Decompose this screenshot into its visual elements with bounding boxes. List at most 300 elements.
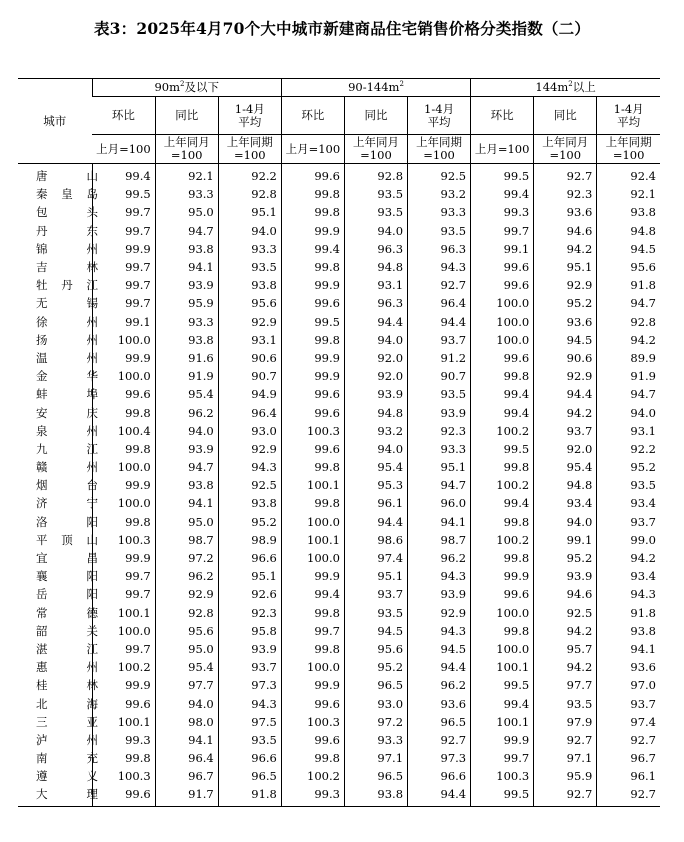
city-name: 温州 — [36, 350, 98, 365]
value-cell: 93.8 — [155, 331, 218, 349]
city-name: 襄阳 — [36, 569, 98, 584]
value-cell: 99.7 — [92, 258, 155, 276]
table-row — [18, 222, 660, 240]
table-row — [18, 604, 660, 622]
value-cell: 93.4 — [534, 494, 597, 512]
value-cell: 99.9 — [281, 349, 344, 367]
table-row — [18, 658, 660, 676]
value-cell: 94.3 — [408, 622, 471, 640]
value-cell: 93.9 — [155, 276, 218, 294]
value-cell: 96.3 — [408, 240, 471, 258]
city-name: 北海 — [36, 696, 98, 711]
city-name: 洛阳 — [36, 514, 98, 529]
value-cell: 96.5 — [344, 767, 407, 785]
base-header: 上年同期 =100 — [218, 135, 281, 164]
city-name-cell — [18, 440, 98, 458]
value-cell: 96.7 — [597, 749, 660, 767]
value-cell: 93.8 — [155, 476, 218, 494]
table-row — [18, 531, 660, 549]
value-cell: 99.4 — [471, 385, 534, 403]
value-cell: 99.6 — [281, 731, 344, 749]
value-cell: 97.9 — [534, 713, 597, 731]
value-cell: 92.5 — [534, 604, 597, 622]
value-cell: 95.8 — [218, 622, 281, 640]
city-name-cell — [18, 385, 98, 403]
value-cell: 96.5 — [408, 713, 471, 731]
table-row — [18, 476, 660, 494]
value-cell: 93.9 — [408, 403, 471, 421]
metric-header: 环比 — [471, 97, 534, 135]
value-cell: 94.0 — [155, 694, 218, 712]
city-name-cell — [18, 658, 98, 676]
city-name-cell — [18, 531, 98, 549]
value-cell: 99.6 — [281, 694, 344, 712]
base-header: 上年同月 =100 — [534, 135, 597, 164]
value-cell: 99.8 — [471, 458, 534, 476]
value-cell: 99.8 — [281, 458, 344, 476]
city-name-cell — [18, 640, 98, 658]
value-cell: 95.1 — [218, 203, 281, 221]
value-cell: 94.3 — [597, 585, 660, 603]
value-cell: 94.3 — [408, 567, 471, 585]
value-cell: 99.5 — [471, 785, 534, 806]
value-cell: 100.0 — [92, 367, 155, 385]
value-cell: 95.0 — [155, 513, 218, 531]
value-cell: 100.4 — [92, 422, 155, 440]
table-row — [18, 331, 660, 349]
metric-header: 同比 — [344, 97, 407, 135]
value-cell: 93.8 — [597, 203, 660, 221]
value-cell: 95.2 — [534, 294, 597, 312]
city-name: 锦州 — [36, 241, 98, 256]
base-header-row — [18, 135, 660, 164]
value-cell: 93.0 — [218, 422, 281, 440]
city-name-cell — [18, 731, 98, 749]
city-name: 桂林 — [36, 678, 98, 693]
value-cell: 95.2 — [218, 513, 281, 531]
value-cell: 91.9 — [597, 367, 660, 385]
value-cell: 99.8 — [471, 513, 534, 531]
value-cell: 91.8 — [597, 604, 660, 622]
value-cell: 93.5 — [344, 604, 407, 622]
value-cell: 94.3 — [218, 694, 281, 712]
value-cell: 95.4 — [155, 385, 218, 403]
value-cell: 95.1 — [534, 258, 597, 276]
city-name: 湛江 — [36, 641, 98, 656]
value-cell: 99.7 — [92, 276, 155, 294]
value-cell: 94.1 — [155, 731, 218, 749]
value-cell: 100.0 — [471, 331, 534, 349]
value-cell: 99.9 — [471, 731, 534, 749]
value-cell: 97.7 — [155, 676, 218, 694]
value-cell: 94.0 — [218, 222, 281, 240]
value-cell: 97.2 — [155, 549, 218, 567]
value-cell: 96.6 — [218, 749, 281, 767]
table-row — [18, 494, 660, 512]
table-row — [18, 731, 660, 749]
value-cell: 92.9 — [218, 313, 281, 331]
value-cell: 100.0 — [92, 458, 155, 476]
value-cell: 91.7 — [155, 785, 218, 806]
table-row — [18, 622, 660, 640]
value-cell: 96.5 — [218, 767, 281, 785]
value-cell: 97.3 — [218, 676, 281, 694]
value-cell: 92.0 — [534, 440, 597, 458]
city-name-cell — [18, 422, 98, 440]
city-name-cell — [18, 185, 98, 203]
value-cell: 100.0 — [92, 622, 155, 640]
value-cell: 94.6 — [534, 585, 597, 603]
value-cell: 99.6 — [92, 785, 155, 806]
value-cell: 92.2 — [218, 164, 281, 186]
table-row — [18, 713, 660, 731]
value-cell: 93.7 — [597, 694, 660, 712]
value-cell: 98.6 — [344, 531, 407, 549]
city-name: 秦皇岛 — [36, 187, 98, 202]
value-cell: 95.2 — [344, 658, 407, 676]
value-cell: 93.8 — [155, 240, 218, 258]
value-cell: 95.6 — [344, 640, 407, 658]
value-cell: 89.9 — [597, 349, 660, 367]
value-cell: 94.8 — [344, 403, 407, 421]
value-cell: 100.2 — [471, 476, 534, 494]
city-name-cell — [18, 494, 98, 512]
value-cell: 92.0 — [344, 367, 407, 385]
table-row — [18, 349, 660, 367]
value-cell: 100.3 — [281, 713, 344, 731]
value-cell: 94.0 — [597, 403, 660, 421]
group-header-large: $144m^2$以上 — [471, 79, 660, 97]
table-row — [18, 422, 660, 440]
city-name: 南充 — [36, 751, 98, 766]
value-cell: 92.1 — [597, 185, 660, 203]
city-column-header: 城市 — [18, 79, 92, 164]
group-header-row — [18, 79, 660, 97]
base-header: 上月=100 — [471, 135, 534, 164]
value-cell: 93.1 — [344, 276, 407, 294]
value-cell: 92.7 — [408, 731, 471, 749]
value-cell: 99.7 — [92, 294, 155, 312]
city-name-cell — [18, 767, 98, 785]
value-cell: 93.9 — [218, 640, 281, 658]
value-cell: 94.0 — [344, 331, 407, 349]
value-cell: 93.2 — [344, 422, 407, 440]
value-cell: 99.5 — [471, 676, 534, 694]
value-cell: 99.3 — [281, 785, 344, 806]
table-row — [18, 258, 660, 276]
value-cell: 94.5 — [408, 640, 471, 658]
city-name-cell — [18, 240, 98, 258]
value-cell: 99.7 — [92, 585, 155, 603]
metric-header: 1-4月 平均 — [408, 97, 471, 135]
value-cell: 93.6 — [534, 313, 597, 331]
value-cell: 93.8 — [218, 494, 281, 512]
city-name-cell — [18, 258, 98, 276]
value-cell: 100.0 — [281, 658, 344, 676]
city-name: 烟台 — [36, 478, 98, 493]
value-cell: 99.4 — [92, 164, 155, 186]
value-cell: 100.0 — [471, 604, 534, 622]
value-cell: 94.2 — [597, 331, 660, 349]
table-row — [18, 440, 660, 458]
value-cell: 96.3 — [344, 294, 407, 312]
city-name-cell — [18, 567, 98, 585]
value-cell: 92.7 — [534, 731, 597, 749]
value-cell: 100.0 — [92, 494, 155, 512]
value-cell: 99.9 — [92, 476, 155, 494]
value-cell: 93.8 — [218, 276, 281, 294]
value-cell: 99.8 — [281, 640, 344, 658]
metric-header: 1-4月 平均 — [218, 97, 281, 135]
value-cell: 92.9 — [218, 440, 281, 458]
value-cell: 96.5 — [344, 676, 407, 694]
city-name: 扬州 — [36, 332, 98, 347]
value-cell: 99.6 — [471, 585, 534, 603]
value-cell: 95.1 — [218, 567, 281, 585]
value-cell: 97.2 — [344, 713, 407, 731]
value-cell: 100.0 — [471, 313, 534, 331]
city-name-cell — [18, 604, 98, 622]
value-cell: 94.8 — [344, 258, 407, 276]
value-cell: 93.5 — [218, 258, 281, 276]
city-name: 岳阳 — [36, 587, 98, 602]
value-cell: 100.0 — [471, 294, 534, 312]
value-cell: 92.3 — [218, 604, 281, 622]
table-row — [18, 367, 660, 385]
value-cell: 92.7 — [534, 164, 597, 186]
value-cell: 95.2 — [597, 458, 660, 476]
value-cell: 94.1 — [155, 258, 218, 276]
value-cell: 92.5 — [408, 164, 471, 186]
value-cell: 97.7 — [534, 676, 597, 694]
value-cell: 96.2 — [408, 549, 471, 567]
city-name: 九江 — [36, 441, 98, 456]
value-cell: 100.1 — [92, 604, 155, 622]
value-cell: 92.4 — [597, 164, 660, 186]
value-cell: 95.0 — [155, 640, 218, 658]
value-cell: 93.7 — [408, 331, 471, 349]
value-cell: 100.1 — [471, 713, 534, 731]
value-cell: 94.2 — [534, 240, 597, 258]
city-name-cell — [18, 585, 98, 603]
value-cell: 94.4 — [408, 313, 471, 331]
value-cell: 92.9 — [155, 585, 218, 603]
value-cell: 90.7 — [218, 367, 281, 385]
value-cell: 94.2 — [534, 658, 597, 676]
value-cell: 99.8 — [471, 549, 534, 567]
value-cell: 96.1 — [597, 767, 660, 785]
value-cell: 92.2 — [597, 440, 660, 458]
value-cell: 92.8 — [597, 313, 660, 331]
value-cell: 99.5 — [281, 313, 344, 331]
city-name: 济宁 — [36, 496, 98, 511]
city-name: 平顶山 — [36, 532, 98, 547]
value-cell: 99.3 — [471, 203, 534, 221]
metric-header: 同比 — [155, 97, 218, 135]
value-cell: 93.7 — [344, 585, 407, 603]
city-name-cell — [18, 164, 98, 186]
city-name-cell — [18, 203, 98, 221]
value-cell: 99.5 — [471, 440, 534, 458]
value-cell: 95.6 — [155, 622, 218, 640]
city-name-cell — [18, 349, 98, 367]
value-cell: 94.0 — [155, 422, 218, 440]
value-cell: 99.8 — [471, 622, 534, 640]
value-cell: 93.7 — [534, 422, 597, 440]
value-cell: 94.7 — [597, 385, 660, 403]
value-cell: 99.7 — [92, 222, 155, 240]
value-cell: 93.0 — [344, 694, 407, 712]
table-row — [18, 385, 660, 403]
value-cell: 91.8 — [218, 785, 281, 806]
value-cell: 93.9 — [155, 440, 218, 458]
value-cell: 100.2 — [92, 658, 155, 676]
city-name: 包头 — [36, 205, 98, 220]
value-cell: 99.9 — [281, 367, 344, 385]
value-cell: 97.4 — [344, 549, 407, 567]
value-cell: 90.6 — [534, 349, 597, 367]
value-cell: 100.3 — [471, 767, 534, 785]
value-cell: 99.9 — [281, 567, 344, 585]
value-cell: 94.4 — [408, 785, 471, 806]
group-header-medium: $90-144m^2$ — [281, 79, 470, 97]
value-cell: 99.6 — [281, 403, 344, 421]
base-header: 上年同期 =100 — [408, 135, 471, 164]
city-name: 惠州 — [36, 660, 98, 675]
value-cell: 99.4 — [471, 494, 534, 512]
value-cell: 99.9 — [92, 549, 155, 567]
value-cell: 99.8 — [92, 749, 155, 767]
value-cell: 93.3 — [344, 731, 407, 749]
value-cell: 97.4 — [597, 713, 660, 731]
value-cell: 100.1 — [471, 658, 534, 676]
value-cell: 94.0 — [344, 440, 407, 458]
value-cell: 94.7 — [155, 222, 218, 240]
value-cell: 94.7 — [408, 476, 471, 494]
page-title: 表3：2025年4月70个大中城市新建商品住宅销售价格分类指数（二） — [93, 19, 591, 38]
value-cell: 93.5 — [597, 476, 660, 494]
table-row — [18, 240, 660, 258]
value-cell: 99.3 — [92, 731, 155, 749]
value-cell: 94.2 — [534, 403, 597, 421]
value-cell: 99.4 — [281, 585, 344, 603]
value-cell: 99.8 — [281, 604, 344, 622]
value-cell: 92.8 — [344, 164, 407, 186]
metric-header: 环比 — [92, 97, 155, 135]
city-name: 大理 — [36, 787, 98, 802]
table-row — [18, 749, 660, 767]
city-name: 泸州 — [36, 732, 98, 747]
group-header-small: $90m^2$及以下 — [92, 79, 281, 97]
value-cell: 91.2 — [408, 349, 471, 367]
city-name: 金华 — [36, 369, 98, 384]
value-cell: 99.8 — [92, 403, 155, 421]
value-cell: 92.8 — [218, 185, 281, 203]
table-row — [18, 164, 660, 186]
value-cell: 93.4 — [597, 494, 660, 512]
value-cell: 98.9 — [218, 531, 281, 549]
value-cell: 94.2 — [597, 549, 660, 567]
value-cell: 94.1 — [597, 640, 660, 658]
table-row — [18, 785, 660, 806]
value-cell: 99.8 — [92, 513, 155, 531]
value-cell: 100.0 — [281, 549, 344, 567]
value-cell: 99.8 — [281, 331, 344, 349]
value-cell: 94.4 — [534, 385, 597, 403]
city-name: 徐州 — [36, 314, 98, 329]
value-cell: 94.1 — [408, 513, 471, 531]
value-cell: 93.5 — [534, 694, 597, 712]
value-cell: 95.3 — [344, 476, 407, 494]
value-cell: 92.3 — [534, 185, 597, 203]
value-cell: 93.6 — [597, 658, 660, 676]
value-cell: 100.0 — [92, 331, 155, 349]
value-cell: 99.6 — [92, 385, 155, 403]
value-cell: 93.2 — [408, 185, 471, 203]
value-cell: 100.2 — [471, 422, 534, 440]
price-index-table — [18, 78, 660, 807]
value-cell: 99.7 — [92, 567, 155, 585]
value-cell: 93.3 — [155, 185, 218, 203]
value-cell: 96.3 — [344, 240, 407, 258]
metric-header: 1-4月 平均 — [597, 97, 660, 135]
value-cell: 94.7 — [597, 294, 660, 312]
value-cell: 94.8 — [534, 476, 597, 494]
table-row — [18, 694, 660, 712]
value-cell: 95.9 — [155, 294, 218, 312]
value-cell: 99.6 — [281, 440, 344, 458]
value-cell: 98.7 — [155, 531, 218, 549]
base-header: 上月=100 — [92, 135, 155, 164]
value-cell: 100.1 — [281, 531, 344, 549]
value-cell: 93.5 — [408, 222, 471, 240]
value-cell: 94.5 — [597, 240, 660, 258]
value-cell: 99.1 — [92, 313, 155, 331]
value-cell: 99.1 — [534, 531, 597, 549]
value-cell: 92.9 — [408, 604, 471, 622]
value-cell: 93.1 — [597, 422, 660, 440]
value-cell: 93.3 — [408, 203, 471, 221]
value-cell: 99.6 — [281, 294, 344, 312]
table-row — [18, 313, 660, 331]
value-cell: 95.1 — [408, 458, 471, 476]
value-cell: 99.4 — [281, 240, 344, 258]
base-header: 上月=100 — [281, 135, 344, 164]
value-cell: 96.2 — [155, 403, 218, 421]
value-cell: 94.9 — [218, 385, 281, 403]
value-cell: 99.6 — [281, 164, 344, 186]
value-cell: 93.5 — [218, 731, 281, 749]
table-row — [18, 294, 660, 312]
city-name: 韶关 — [36, 623, 98, 638]
value-cell: 92.9 — [534, 367, 597, 385]
city-name: 泉州 — [36, 423, 98, 438]
value-cell: 93.3 — [155, 313, 218, 331]
value-cell: 99.7 — [92, 203, 155, 221]
city-name: 常德 — [36, 605, 98, 620]
value-cell: 99.9 — [471, 567, 534, 585]
table-row — [18, 585, 660, 603]
value-cell: 90.6 — [218, 349, 281, 367]
city-name-cell — [18, 785, 98, 806]
value-cell: 92.5 — [218, 476, 281, 494]
value-cell: 91.6 — [155, 349, 218, 367]
value-cell: 96.4 — [155, 749, 218, 767]
value-cell: 98.0 — [155, 713, 218, 731]
city-name: 丹东 — [36, 223, 98, 238]
value-cell: 99.9 — [281, 676, 344, 694]
value-cell: 96.6 — [218, 549, 281, 567]
